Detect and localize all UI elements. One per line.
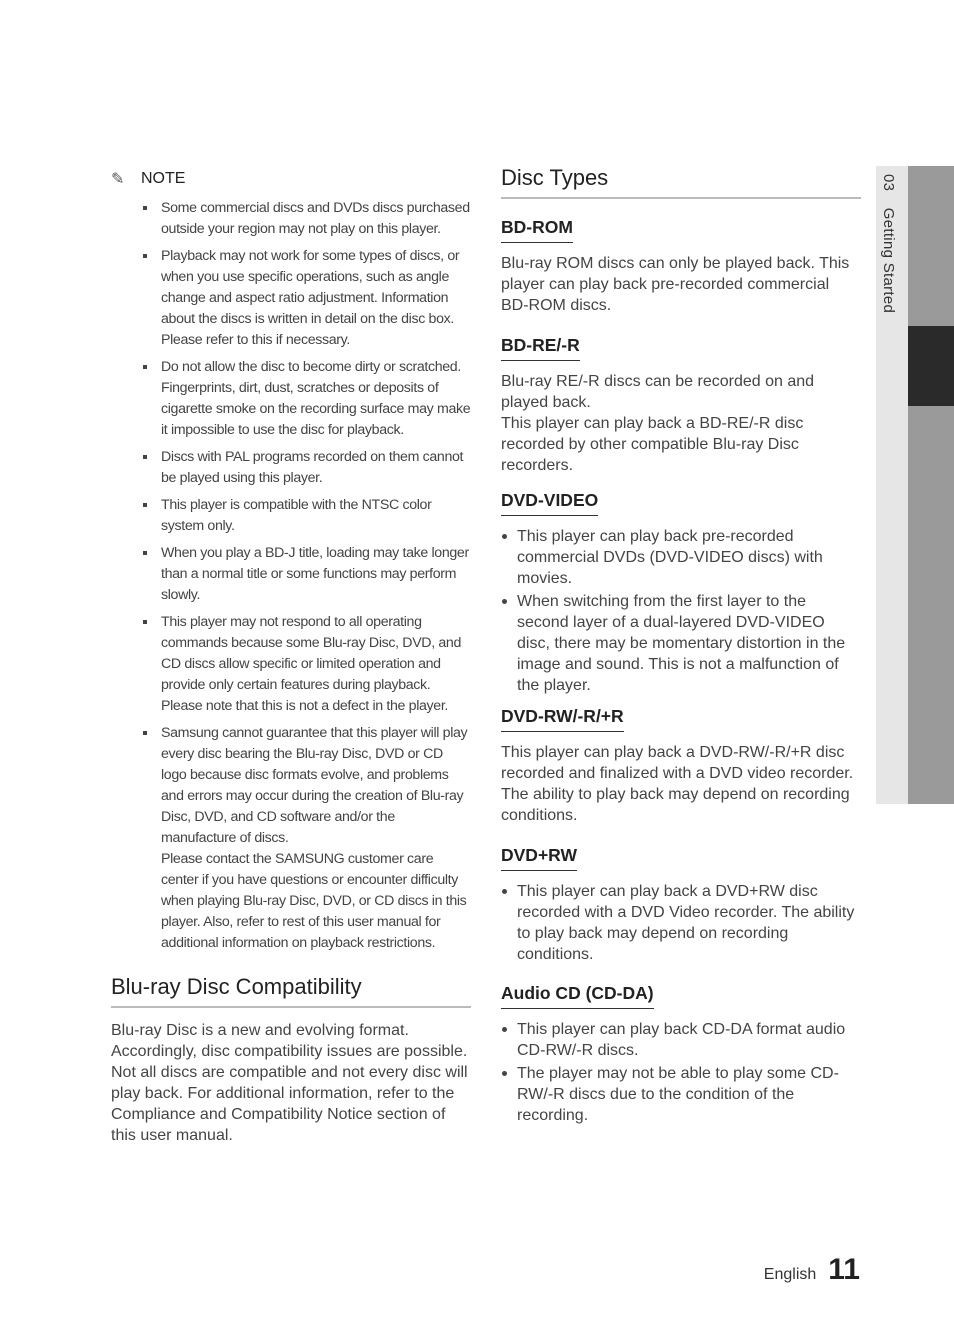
- dvdvideo-block: [501, 490, 861, 696]
- note-list: [111, 198, 471, 954]
- dvdplusrw-heading: DVD+RW: [501, 845, 577, 871]
- list-item: This player can play back pre-recorded commercial DVDs (DVD-VIDEO discs) with movies.: [501, 526, 861, 589]
- note-heading-text: NOTE: [141, 170, 186, 187]
- bdrom-heading: BD-ROM: [501, 217, 573, 243]
- dvdvideo-list: [501, 526, 861, 696]
- note-item: Samsung cannot guarantee that this player will play every disc bearing the Blu-ray Disc, DVD or CD logo because disc formats evolve, and problems and errors may occur during the creation of Blu-ray Disc, DVD, and CD software and/or the manufacture of discs. Please contact the SAMSUNG customer care center if you have questions or encounter difficulty when playing Blu-ray Disc, DVD, or CD discs in this player. Also, refer to rest of this user manual for additional information on playback restrictions.: [111, 723, 471, 954]
- bullet-icon: [502, 599, 507, 604]
- square-bullet-icon: [143, 206, 147, 210]
- page-number: 11: [828, 1253, 860, 1286]
- disc-types-title: Disc Types: [501, 165, 861, 199]
- square-bullet-icon: [143, 551, 147, 555]
- disc-types-section: [501, 165, 861, 1128]
- note-item: Some commercial discs and DVDs discs purchased outside your region may not play on this player.: [111, 198, 471, 240]
- bullet-icon: [502, 889, 507, 894]
- bdre-heading: BD-RE/-R: [501, 335, 580, 361]
- square-bullet-icon: [143, 455, 147, 459]
- square-bullet-icon: [143, 254, 147, 258]
- chapter-side-marker: [908, 326, 954, 406]
- note-item: Discs with PAL programs recorded on them cannot be played using this player.: [111, 447, 471, 489]
- pencil-icon: ✎: [111, 171, 125, 188]
- bullet-icon: [502, 534, 507, 539]
- note-item: This player may not respond to all operating commands because some Blu-ray Disc, DVD, and CD discs allow specific or limited operation and provide only certain features during playback. Please note that this is not a defect in the player.: [111, 612, 471, 717]
- compatibility-title: Blu-ray Disc Compatibility: [111, 974, 471, 1008]
- bullet-icon: [502, 1071, 507, 1076]
- note-item: Playback may not work for some types of discs, or when you use specific operations, such as angle change and aspect ratio adjustment. Information about the discs is written in detail on the disc box. Please refer to this if necessary.: [111, 246, 471, 351]
- note-item: This player is compatible with the NTSC color system only.: [111, 495, 471, 537]
- square-bullet-icon: [143, 503, 147, 507]
- chapter-number: 03: [880, 174, 897, 192]
- audiocd-heading: Audio CD (CD-DA): [501, 983, 654, 1009]
- dvdrw-block: [501, 706, 861, 826]
- audiocd-block: [501, 983, 861, 1126]
- list-item: This player can play back CD-DA format audio CD-RW/-R discs.: [501, 1019, 861, 1061]
- note-item: Do not allow the disc to become dirty or scratched. Fingerprints, dirt, dust, scratches or deposits of cigarette smoke on the recording surface may make it impossible to use the disc for playback.: [111, 357, 471, 441]
- square-bullet-icon: [143, 620, 147, 624]
- bdrom-block: [501, 217, 861, 316]
- bullet-icon: [502, 1027, 507, 1032]
- dvdrw-body: This player can play back a DVD-RW/-R/+R disc recorded and finalized with a DVD video recorder. The ability to play back may depend on recording conditions.: [501, 744, 854, 824]
- dvdplusrw-block: [501, 845, 861, 965]
- compatibility-body: Blu-ray Disc is a new and evolving format. Accordingly, disc compatibility issues are possible. Not all discs are compatible and not every disc will play back. For additional information, refer to the Compliance and Compatibility Notice section of this user manual.: [111, 1022, 468, 1144]
- chapter-side-bar: [908, 166, 954, 804]
- footer-language: English: [763, 1266, 817, 1283]
- chapter-label: [880, 174, 897, 313]
- dvdrw-heading: DVD-RW/-R/+R: [501, 706, 624, 732]
- dvdplusrw-list: [501, 881, 861, 965]
- bdre-block: [501, 335, 861, 476]
- note-heading: [111, 168, 471, 190]
- dvdvideo-heading: DVD-VIDEO: [501, 490, 598, 516]
- note-section: [111, 168, 471, 960]
- list-item: This player can play back a DVD+RW disc recorded with a DVD Video recorder. The ability to play back may depend on recording conditions.: [501, 881, 861, 965]
- square-bullet-icon: [143, 365, 147, 369]
- bdre-body-2: This player can play back a BD-RE/-R disc recorded by other compatible Blu-ray Disc recorders.: [501, 415, 804, 474]
- bdre-body-1: Blu-ray RE/-R discs can be recorded on and played back.: [501, 373, 815, 411]
- compatibility-section: [111, 974, 471, 1146]
- list-item: When switching from the first layer to the second layer of a dual-layered DVD-VIDEO disc, there may be momentary distortion in the image and sound. This is not a malfunction of the player.: [501, 591, 861, 696]
- list-item: The player may not be able to play some CD-RW/-R discs due to the condition of the recording.: [501, 1063, 861, 1126]
- square-bullet-icon: [143, 731, 147, 735]
- bdrom-body: Blu-ray ROM discs can only be played back. This player can play back pre-recorded commercial BD-ROM discs.: [501, 255, 850, 314]
- page-footer: [764, 1253, 860, 1287]
- note-item: When you play a BD-J title, loading may take longer than a normal title or some functions may perform slowly.: [111, 543, 471, 606]
- chapter-title: Getting Started: [880, 207, 897, 314]
- audiocd-list: [501, 1019, 861, 1126]
